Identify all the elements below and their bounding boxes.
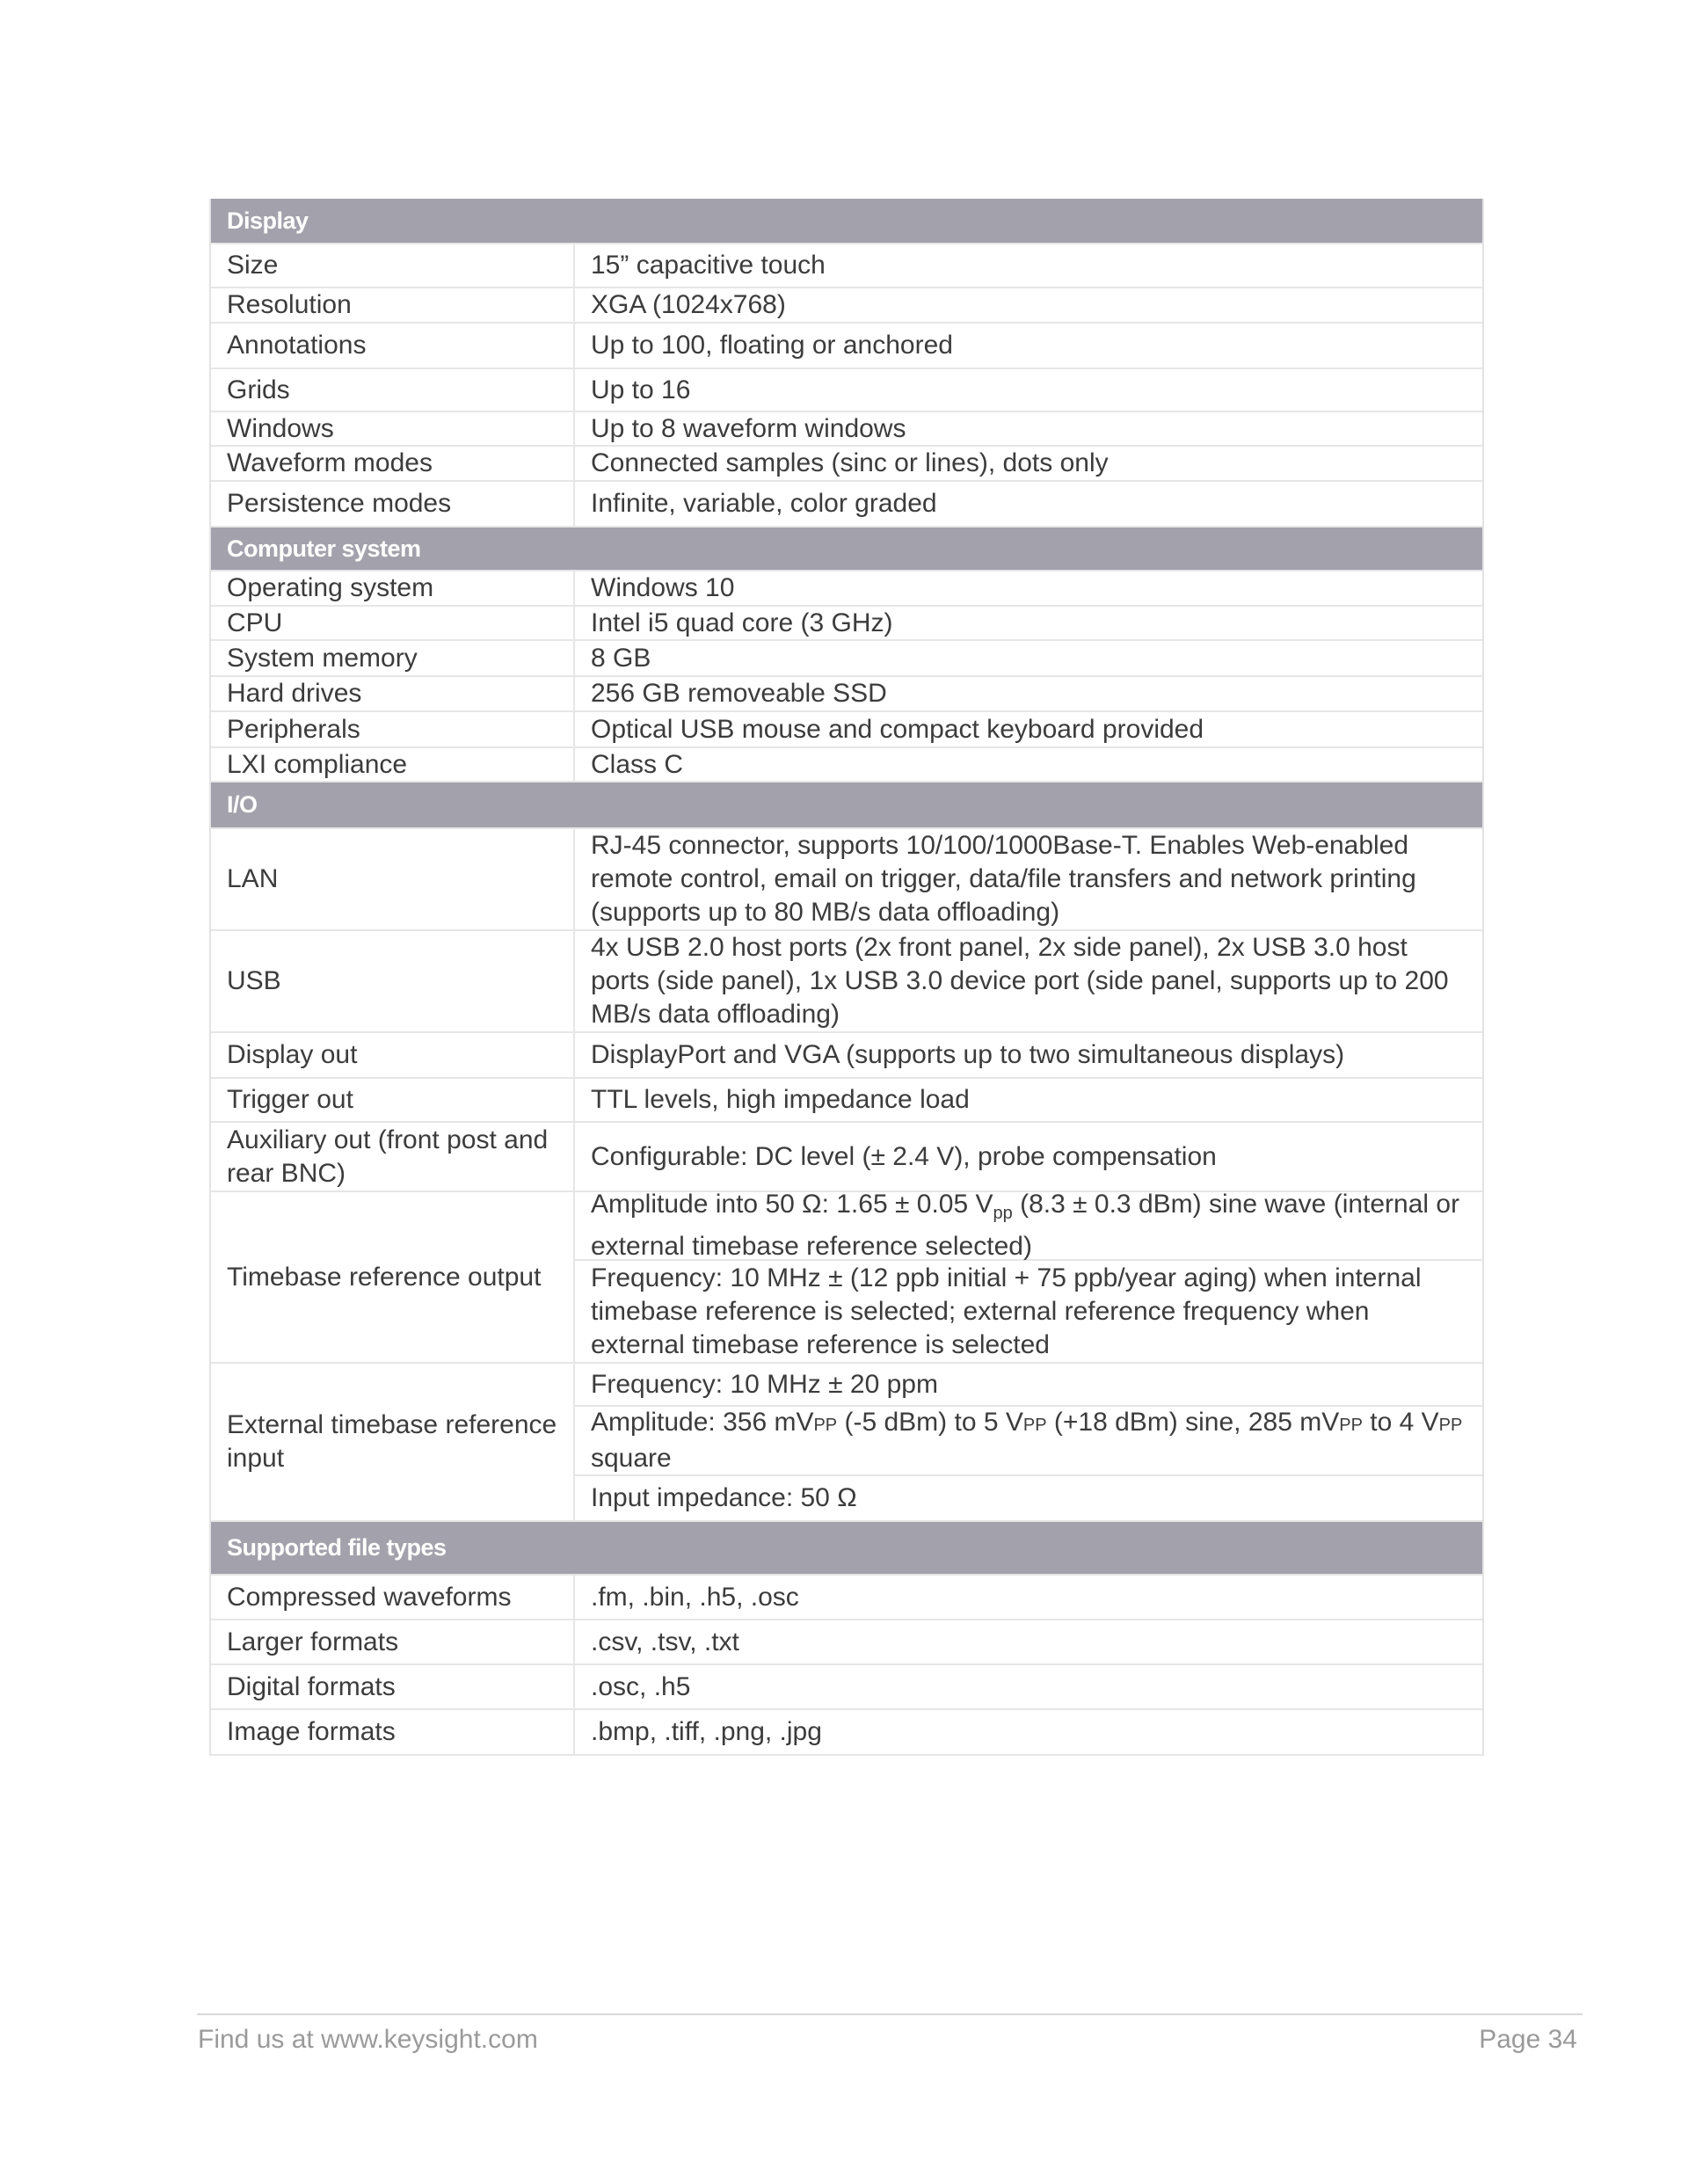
table-row bbox=[211, 1620, 1482, 1665]
row-label: Image formats bbox=[211, 1710, 575, 1754]
row-value: Up to 16 bbox=[591, 375, 691, 404]
row-label: Persistence modes bbox=[211, 482, 575, 526]
table-row bbox=[211, 412, 1482, 447]
row-value: .bmp, .tiff, .png, .jpg bbox=[591, 1717, 822, 1746]
row-label: Larger formats bbox=[211, 1620, 575, 1663]
row-value: RJ-45 connector, supports 10/100/1000Base-T. Enables Web-enabled remote control, email on trigger, data/file transfers and network printing (supports up to 80 MB/s data offloading) bbox=[591, 831, 1416, 927]
row-value: Windows 10 bbox=[591, 573, 735, 602]
row-value: Connected samples (sinc or lines), dots only bbox=[591, 448, 1109, 477]
sub-value-frequency: Frequency: 10 MHz ± (12 ppb initial + 75 ppb/year aging) when internal timebase reference is selected; external reference frequency when external timebase reference is selected bbox=[591, 1263, 1422, 1359]
section-header-display: Display bbox=[211, 199, 1482, 244]
section-header-io: I/O bbox=[211, 783, 1482, 829]
table-row bbox=[211, 369, 1482, 412]
table-row bbox=[211, 1033, 1482, 1079]
row-label: Grids bbox=[211, 369, 575, 411]
table-row bbox=[211, 677, 1482, 712]
table-row-timebase-output bbox=[211, 1192, 1482, 1364]
table-row bbox=[211, 712, 1482, 748]
row-value: 8 GB bbox=[591, 643, 651, 673]
row-label: Hard drives bbox=[211, 677, 575, 710]
table-row bbox=[211, 447, 1482, 482]
table-row bbox=[211, 1665, 1482, 1710]
row-value: Up to 100, floating or anchored bbox=[591, 331, 953, 360]
spec-table bbox=[209, 199, 1484, 1756]
sub-value-frequency: Frequency: 10 MHz ± 20 ppm bbox=[575, 1364, 1482, 1407]
sub-value-amplitude: Amplitude into 50 Ω: 1.65 ± 0.05 $V_{pp}$ (8.3 ± 0.3 dBm) sine wave (internal or external timebase reference selected) bbox=[575, 1192, 1482, 1261]
row-value: TTL levels, high impedance load bbox=[591, 1085, 970, 1114]
table-row-external-timebase bbox=[211, 1364, 1482, 1522]
table-row bbox=[211, 748, 1482, 783]
row-value: 256 GB removeable SSD bbox=[591, 679, 887, 708]
footer-website-link[interactable]: Find us at www.keysight.com bbox=[198, 2025, 538, 2054]
table-row bbox=[211, 571, 1482, 607]
row-value: Optical USB mouse and compact keyboard provided bbox=[591, 714, 1204, 744]
table-row bbox=[211, 607, 1482, 641]
row-value: .csv, .tsv, .txt bbox=[591, 1627, 739, 1656]
row-value: XGA (1024x768) bbox=[591, 290, 786, 319]
row-label: Trigger out bbox=[211, 1079, 575, 1121]
row-value: Configurable: DC level (± 2.4 V), probe compensation bbox=[591, 1141, 1217, 1171]
table-row bbox=[211, 1079, 1482, 1123]
row-label: CPU bbox=[211, 607, 575, 639]
row-value: .osc, .h5 bbox=[591, 1671, 691, 1701]
row-label: Display out bbox=[211, 1033, 575, 1077]
row-label: Resolution bbox=[211, 288, 575, 322]
table-row bbox=[211, 641, 1482, 677]
row-value: 4x USB 2.0 host ports (2x front panel, 2x side panel), 2x USB 3.0 host ports (side panel), 1x USB 3.0 device port (side panel, supports up to 200 MB/s data offloading) bbox=[591, 933, 1449, 1029]
row-label: Waveform modes bbox=[211, 447, 575, 480]
table-row bbox=[211, 1710, 1482, 1756]
row-label: Peripherals bbox=[211, 712, 575, 746]
row-label: USB bbox=[211, 931, 575, 1031]
row-label: Windows bbox=[211, 412, 575, 445]
table-row bbox=[211, 324, 1482, 369]
row-label: Digital formats bbox=[211, 1665, 575, 1708]
sub-value-impedance: Input impedance: 50 Ω bbox=[591, 1483, 857, 1513]
row-value: Infinite, variable, color graded bbox=[591, 489, 937, 518]
row-value: 15” capacitive touch bbox=[591, 251, 826, 280]
section-header-computer-system: Computer system bbox=[211, 528, 1482, 571]
section-header-file-types: Supported file types bbox=[211, 1522, 1482, 1576]
row-label: Size bbox=[211, 244, 575, 287]
table-row bbox=[211, 931, 1482, 1033]
row-value: Intel i5 quad core (3 GHz) bbox=[591, 608, 893, 637]
footer-divider bbox=[197, 2013, 1582, 2015]
table-row bbox=[211, 1576, 1482, 1620]
row-label: Timebase reference output bbox=[211, 1192, 575, 1362]
sub-value-amplitude: Amplitude: 356 mVPP (-5 dBm) to 5 VPP (+18 dBm) sine, 285 mVPP to 4 VPP square bbox=[575, 1407, 1482, 1476]
row-label: Operating system bbox=[211, 571, 575, 605]
table-row bbox=[211, 288, 1482, 324]
row-label: External timebase reference input bbox=[211, 1364, 575, 1520]
row-value: DisplayPort and VGA (supports up to two simultaneous displays) bbox=[591, 1040, 1345, 1069]
table-row bbox=[211, 482, 1482, 528]
row-label: Auxiliary out (front post and rear BNC) bbox=[211, 1123, 575, 1190]
row-label: System memory bbox=[211, 641, 575, 675]
row-value: Class C bbox=[591, 749, 684, 779]
table-row bbox=[211, 1123, 1482, 1192]
page-number: Page 34 bbox=[1479, 2025, 1577, 2054]
row-value: .fm, .bin, .h5, .osc bbox=[591, 1582, 799, 1612]
table-row bbox=[211, 244, 1482, 288]
row-label: LAN bbox=[211, 829, 575, 929]
row-value: Up to 8 waveform windows bbox=[591, 413, 906, 443]
row-label: LXI compliance bbox=[211, 748, 575, 781]
table-row bbox=[211, 829, 1482, 931]
row-label: Annotations bbox=[211, 324, 575, 368]
row-label: Compressed waveforms bbox=[211, 1576, 575, 1619]
